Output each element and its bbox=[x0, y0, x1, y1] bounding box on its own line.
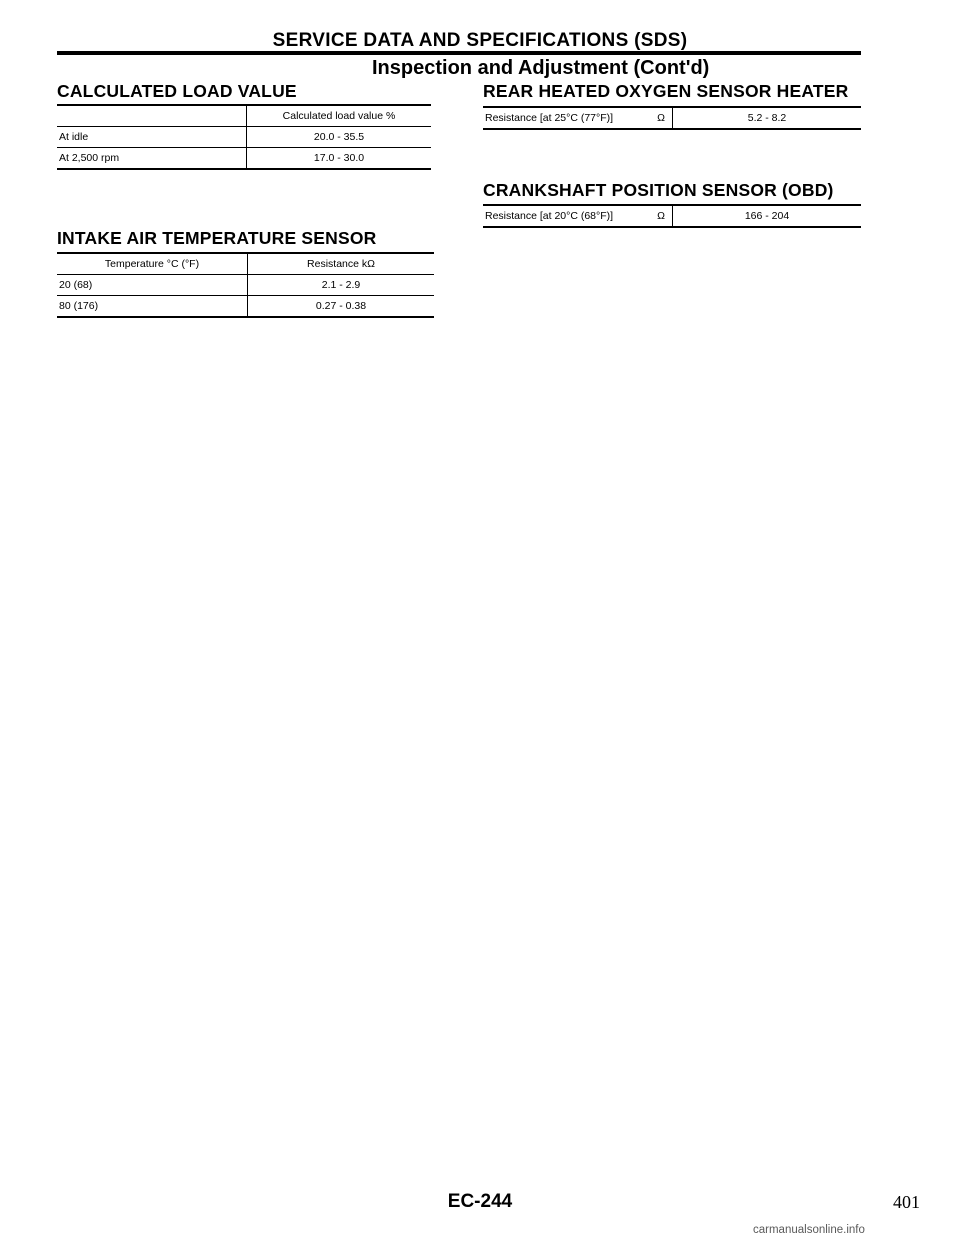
table-row bbox=[483, 205, 861, 227]
resistance-label: Resistance [at 25°C (77°F)] bbox=[485, 112, 614, 124]
intake-air-temperature-heading: INTAKE AIR TEMPERATURE SENSOR bbox=[57, 228, 377, 248]
title-rule bbox=[57, 51, 861, 55]
page-number: 401 bbox=[893, 1192, 920, 1212]
resistance-cell: 0.27 - 0.38 bbox=[248, 296, 435, 318]
resistance-value: 5.2 - 8.2 bbox=[673, 107, 862, 129]
crankshaft-position-sensor-heading: CRANKSHAFT POSITION SENSOR (OBD) bbox=[483, 180, 834, 200]
column-header-temperature: Temperature °C (°F) bbox=[57, 253, 248, 275]
page-title: SERVICE DATA AND SPECIFICATIONS (SDS) bbox=[272, 30, 688, 51]
table-header-row bbox=[57, 253, 434, 275]
ohm-unit: Ω bbox=[657, 112, 665, 124]
rear-oxygen-sensor-heater-heading: REAR HEATED OXYGEN SENSOR HEATER bbox=[483, 81, 849, 101]
temperature-cell: 80 (176) bbox=[59, 300, 99, 312]
table-row bbox=[57, 296, 434, 318]
column-header-resistance: Resistance kΩ bbox=[248, 253, 435, 275]
condition-cell: At idle bbox=[57, 127, 247, 148]
resistance-label: Resistance [at 20°C (68°F)] bbox=[485, 210, 614, 222]
temperature-cell: 20 (68) bbox=[57, 275, 248, 296]
crankshaft-position-sensor-table bbox=[483, 204, 861, 228]
table-header-row bbox=[57, 105, 431, 127]
calculated-load-value-heading: CALCULATED LOAD VALUE bbox=[57, 81, 297, 101]
calculated-load-value-table bbox=[57, 104, 431, 170]
value-cell: 17.0 - 30.0 bbox=[247, 148, 432, 170]
table-row bbox=[483, 107, 861, 129]
table-row bbox=[57, 148, 431, 170]
page-subtitle: Inspection and Adjustment (Cont'd) bbox=[372, 57, 710, 79]
resistance-value: 166 - 204 bbox=[673, 205, 862, 227]
column-header-empty bbox=[57, 105, 247, 127]
resistance-cell: 2.1 - 2.9 bbox=[248, 275, 435, 296]
table-row bbox=[57, 275, 434, 296]
watermark: carmanualsonline.info bbox=[753, 1224, 865, 1236]
value-cell: 20.0 - 35.5 bbox=[247, 127, 432, 148]
column-header-calculated-load: Calculated load value % bbox=[247, 105, 432, 127]
table-row bbox=[57, 127, 431, 148]
ohm-unit: Ω bbox=[657, 210, 665, 222]
page-code: EC-244 bbox=[447, 1191, 513, 1212]
intake-air-temperature-table bbox=[57, 252, 434, 318]
condition-cell: At 2,500 rpm bbox=[59, 152, 120, 164]
rear-oxygen-sensor-heater-table bbox=[483, 106, 861, 130]
